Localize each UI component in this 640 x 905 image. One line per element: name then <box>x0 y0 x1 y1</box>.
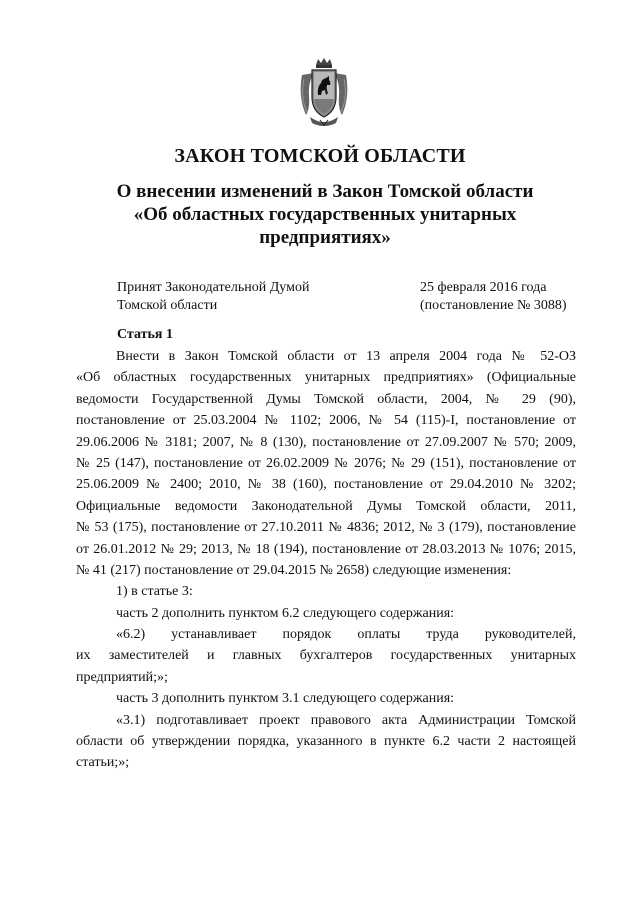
article-body <box>76 346 576 774</box>
coat-of-arms-icon <box>296 57 352 129</box>
adoption-date <box>420 279 600 315</box>
article-heading: Статья 1 <box>117 327 173 342</box>
subtitle-line: «Об областных государственных унитарных <box>133 204 517 225</box>
adoption-date-line: 25 февраля 2016 года <box>420 280 547 295</box>
text-line: постановление от 25.03.2004 № 1102; 2006, № 54 (115)-I, постановление от <box>76 413 576 429</box>
text-line: 29.06.2006 № 3181; 2007, № 8 (130), постановление от 27.09.2007 № 570; 2009, <box>76 434 576 450</box>
text-line: области об утверждении порядка, указанного в пункте 6.2 части 2 настоящей <box>76 734 576 750</box>
law-subtitle <box>100 180 550 249</box>
text-line: статьи;»; <box>76 755 130 771</box>
text-line: «Об областных государственных унитарных предприятиях» (Официальные <box>76 370 576 386</box>
text-line: 25.06.2009 № 2400; 2010, № 38 (160), постановление от 29.04.2010 № 3202; <box>76 477 576 493</box>
text-line: часть 3 дополнить пунктом 3.1 следующего содержания: <box>116 691 455 707</box>
text-line: их заместителей и главных бухгалтеров государственных унитарных <box>76 648 576 664</box>
text-line: предприятий;»; <box>76 669 168 685</box>
adopted-by-line: Томской области <box>117 298 218 313</box>
subtitle-line: О внесении изменений в Закон Томской области <box>116 181 534 202</box>
text-line: ведомости Государственной Думы Томской области, 2004, № 29 (90), <box>76 391 576 407</box>
text-line: «3.1) подготавливает проект правового акта Администрации Томской <box>116 712 576 728</box>
text-line: от 26.01.2012 № 29; 2013, № 18 (194), постановление от 28.03.2013 № 1076; 2015, <box>76 541 576 557</box>
text-line: Официальные ведомости Законодательной Думы Томской области, 2011, <box>76 498 576 514</box>
law-title: ЗАКОН ТОМСКОЙ ОБЛАСТИ <box>174 145 466 167</box>
resolution-number: (постановление № 3088) <box>420 298 567 313</box>
text-line: № 41 (217) постановление от 29.04.2015 № 2658) следующие изменения: <box>76 562 512 578</box>
text-line: часть 2 дополнить пунктом 6.2 следующего содержания: <box>116 605 455 621</box>
text-line: Внести в Закон Томской области от 13 апреля 2004 года № 52-ОЗ <box>116 349 576 364</box>
list-item: 1) в статье 3: <box>116 584 193 600</box>
text-line: «6.2) устанавливает порядок оплаты труда руководителей, <box>116 627 576 643</box>
adopted-by-line: Принят Законодательной Думой <box>117 280 310 295</box>
adopted-by <box>117 279 367 315</box>
text-line: № 25 (147), постановление от 26.02.2009 № 2076; № 29 (151), постановление от <box>76 455 576 471</box>
subtitle-line: предприятиях» <box>259 227 391 248</box>
text-line: № 53 (175), постановление от 27.10.2011 № 4836; 2012, № 3 (179), постановление <box>76 520 576 536</box>
